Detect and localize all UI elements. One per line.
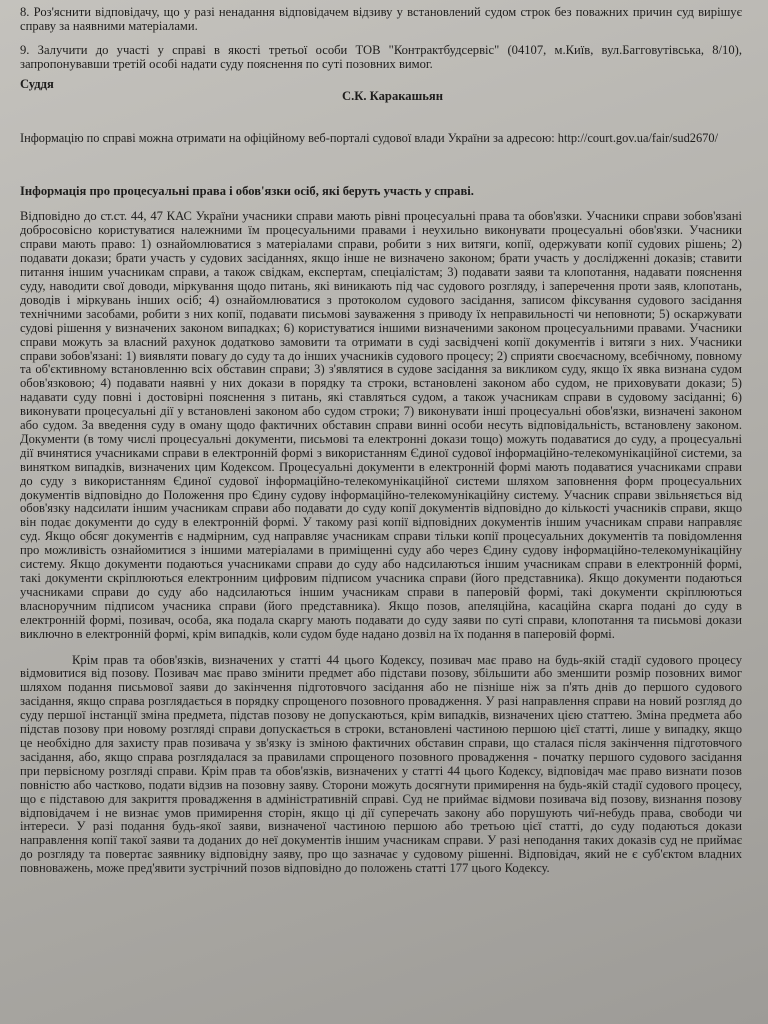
rights-paragraph: Відповідно до ст.ст. 44, 47 КАС України учасники справи мають рівні процесуальні права та обов'язки. Учасники справи зобов'язані добросовісно користуватися належними їм процесуальними правами і неухильно виконувати процесуальні обов'язки. Учасники справи мають право: 1) ознайомлюватися з матеріалами справи, робити з них витяги, копії, одержувати копії судових рішень; 2) подавати докази; брати участь у судових засіданнях, якщо інше не визначено законом; брати участь у дослідженні доказів; ставити питання іншим учасникам справи, а також свідкам, експертам, спеціалістам; 3) подавати заяви та клопотання, надавати пояснення суду, наводити свої доводи, міркування щодо питань, які виникають під час судового розгляду, і заперечення проти заяв, клопотань, доводів і міркувань інших осіб; 4) ознайомлюватися з протоколом судового засідання, записом фіксування судового засідання технічними засобами, робити з них копії, подавати письмові зауваження з приводу їх неправильності чи неповноти; 5) оскаржувати судові рішення у визначених законом випадках; 6) користуватися іншими визначеними законом процесуальними правами. Учасники справи можуть за власний рахунок додатково замовити та отримати в суді засвідчені копії документів і витяги з них. Учасники справи зобов'язані: 1) виявляти повагу до суду та до інших учасників судового процесу; 2) сприяти своєчасному, всебічному, повному та об'єктивному встановленню всіх обставин справи; 3) з'являтися в судове засідання за викликом суду, якщо їх явка визнана судом обов'язковою; 4) подавати наявні у них докази в порядку та строки, встановлені законом або судом, не приховувати докази; 5) надавати суду повні і достовірні пояснення з питань, які ставляться судом, а також учасникам справи в судовому засіданні; 6) виконувати процесуальні дії у встановлені законом або судом строки; 7) виконувати інші процесуальні обов'язки, визначені законом або судом. За введення суду в оману щодо фактичних обставин справи винні особи несуть відповідальність, встановлену законом. Документи (в тому числі процесуальні документи, письмові та електронні докази тощо) можуть подаватися до суду, а процесуальні дії вчинятися учасниками справи в електронній формі з використанням Єдиної судової інформаційно-телекомунікаційної системи, за винятком випадків, визначених цим Кодексом. Процесуальні документи в електронній формі мають подаватися учасниками справи до суду з використанням Єдиної судової інформаційно-телекомунікаційної системи шляхом заповнення форм процесуальних документів відповідно до Положення про Єдину судову інформаційно-телекомунікаційну систему. Учасник справи звільняється від обов'язку надсилати іншим учасникам справи або подавати до суду копії документів відповідно до кількості учасників справи, якщо він подає документи до суду в електронній формі. У такому разі копії відповідних документів іншим учасникам справи направляє суд. Якщо обсяг документів є надмірним, суд направляє учасникам справи тільки копії процесуальних документів та повідомлення про можливість ознайомитися з іншими матеріалами в приміщенні суду або через Єдину судову інформаційно-телекомунікаційну систему. Якщо документи подаються учасниками справи до суду або надсилаються іншим учасникам справи в електронній формі, такі документи скріплюються електронним цифровим підписом учасника справи (його представника). Якщо документи подаються учасниками справи до суду або надсилаються іншим учасникам справи в паперовій формі, такі документи скріплюються власноручним підписом учасника справи (його представника). Якщо позов, апеляційна, касаційна скарга подані до суду в електронній формі, позивач, особа, яка подала скаргу мають подавати до суду заяви по суті справи, клопотання та письмові докази виключно в електронній формі, крім випадків, коли судом буде надано дозвіл на їх подання в паперовій формі. — [20, 209, 742, 641]
judge-label: Суддя — [20, 76, 54, 91]
item-9-paragraph: 9. Залучити до участі у справі в якості третьої особи ТОВ "Контрактбудсервіс" (04107, м.Київ, вул.Багговутівська, 8/10), запропонувавши третій особі надати суду пояснення по суті позовних вимог. — [20, 42, 742, 71]
plaintiff-rights-paragraph: Крім прав та обов'язків, визначених у статті 44 цього Кодексу, позивач має право на будь-якій стадії судового процесу відмовитися від позову. Позивач має право змінити предмет або підстави позову, збільшити або зменшити розмір позовних вимог шляхом подання письмової заяви до закінчення підготовчого засідання або не пізніше ніж за п'ять днів до першого судового засідання, якщо справа розглядається в порядку спрощеного позовного провадження. У разі направлення справи на новий розгляд до суду першої інстанції зміна предмета, підстав позову не допускаються, крім випадків, визначених цією статтею. Зміна предмета або підстав позову при новому розгляді справи допускається в строки, встановлені частиною першою цієї статті, лише у випадку, якщо це необхідно для захисту прав позивача у зв'язку із зміною фактичних обставин справи, що сталася після закінчення підготовчого засідання, або, якщо справа розглядалася за правилами спрощеного позовного провадження - початку першого судового засідання при первісному розгляді справи. Крім прав та обов'язків, визначених у статті 44 цього Кодексу, відповідач має право визнати позов повністю або частково, подати відзив на позовну заяву. Сторони можуть досягнути примирення на будь-якій стадії судового процесу, що є підставою для закриття провадження в адміністративній справі. Суд не приймає відмови позивача від позову, визнання позову відповідачем і не визнає умов примирення сторін, якщо ці дії суперечать закону або порушують чиї-небудь права, свободи чи інтереси. У разі подання будь-якої заяви, визначеної частиною першою або третьою цієї статті, до суду подаються докази направлення копії такої заяви та доданих до неї документів іншим учасникам справи. У разі неподання таких доказів суд не приймає до розгляду та повертає заявнику відповідну заяву, про що зазначає у судовому рішенні. Відповідач, який не є суб'єктом владних повноважень, може пред'явити зустрічний позов відповідно до положень статті 177 цього Кодексу. — [20, 652, 742, 876]
item-8-paragraph: 8. Роз'яснити відповідачу, що у разі ненадання відповідачем відзиву у встановлений судом строк без поважних причин суд вирішує справу за наявними матеріалами. — [20, 5, 742, 33]
rights-heading: Інформація про процесуальні права і обов'язки осіб, які беруть участь у справі. — [20, 183, 474, 198]
judge-signature-block — [20, 78, 742, 112]
info-portal-line: Інформацію по справі можна отримати на офіційному веб-порталі судової влади України за адресою: http://court.gov.ua/fair/sud2670/ — [20, 130, 719, 145]
judge-name: С.К. Каракашьян — [342, 88, 443, 103]
